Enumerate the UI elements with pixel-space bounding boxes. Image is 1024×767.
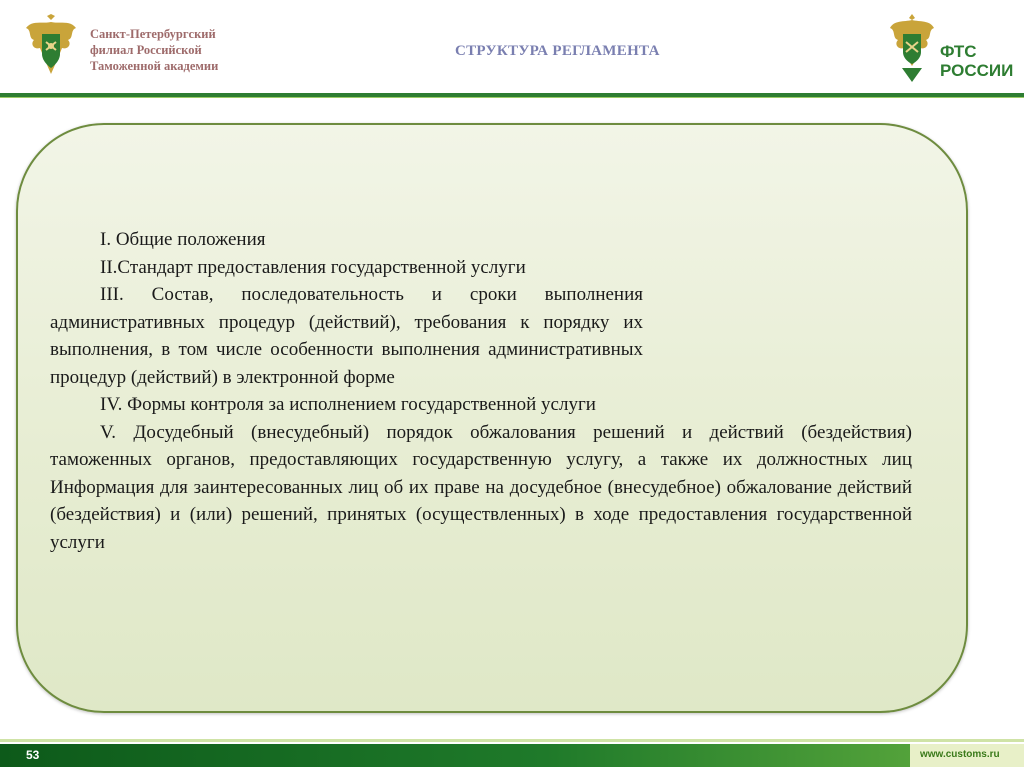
section-2: II.Стандарт предоставления государственной услуги bbox=[100, 256, 526, 278]
header-divider-light bbox=[0, 97, 1024, 98]
fts-line-1: ФТС bbox=[940, 42, 977, 61]
page-number: 53 bbox=[26, 748, 40, 762]
academy-name bbox=[90, 26, 218, 74]
footer-band bbox=[0, 744, 910, 767]
academy-line-1: Санкт-Петербургский bbox=[90, 27, 216, 41]
slide-title: СТРУКТУРА РЕГЛАМЕНТА bbox=[455, 43, 660, 59]
footer-accent-line bbox=[0, 739, 1024, 742]
section-1: I. Общие положения bbox=[100, 229, 266, 250]
academy-line-3: Таможенной академии bbox=[90, 59, 219, 73]
section-5: V. Досудебный (внесудебный) порядок обжалования решений и действий (бездействия) таможенных органов, предоставляющих государственную услугу, а также их должностных лиц Информация для заинтересованных лиц об их праве на досудебное (внесудебное) обжалование действий (бездействия) и (или) решений, принятых (осуществленных) в ходе предоставления государственной услуги bbox=[50, 421, 912, 553]
fts-logo-text bbox=[940, 42, 1013, 80]
slide-footer bbox=[0, 744, 1024, 767]
fts-eagle-emblem-icon bbox=[888, 12, 936, 84]
slide-header bbox=[0, 0, 1024, 95]
academy-line-2: филиал Российской bbox=[90, 43, 202, 57]
regulation-structure-list bbox=[50, 226, 912, 556]
fts-line-2: РОССИИ bbox=[940, 61, 1014, 80]
section-3: III. Состав, последовательность и сроки выполнения административных процедур (действий), требования к порядку их выполнения, в том числе особенности выполнения административных процедур (действий) в электронной форме bbox=[50, 284, 643, 388]
eagle-emblem-icon bbox=[22, 14, 80, 76]
section-4: IV. Формы контроля за исполнением государственной услуги bbox=[100, 394, 596, 415]
site-url-link[interactable]: www.customs.ru bbox=[920, 749, 1000, 760]
